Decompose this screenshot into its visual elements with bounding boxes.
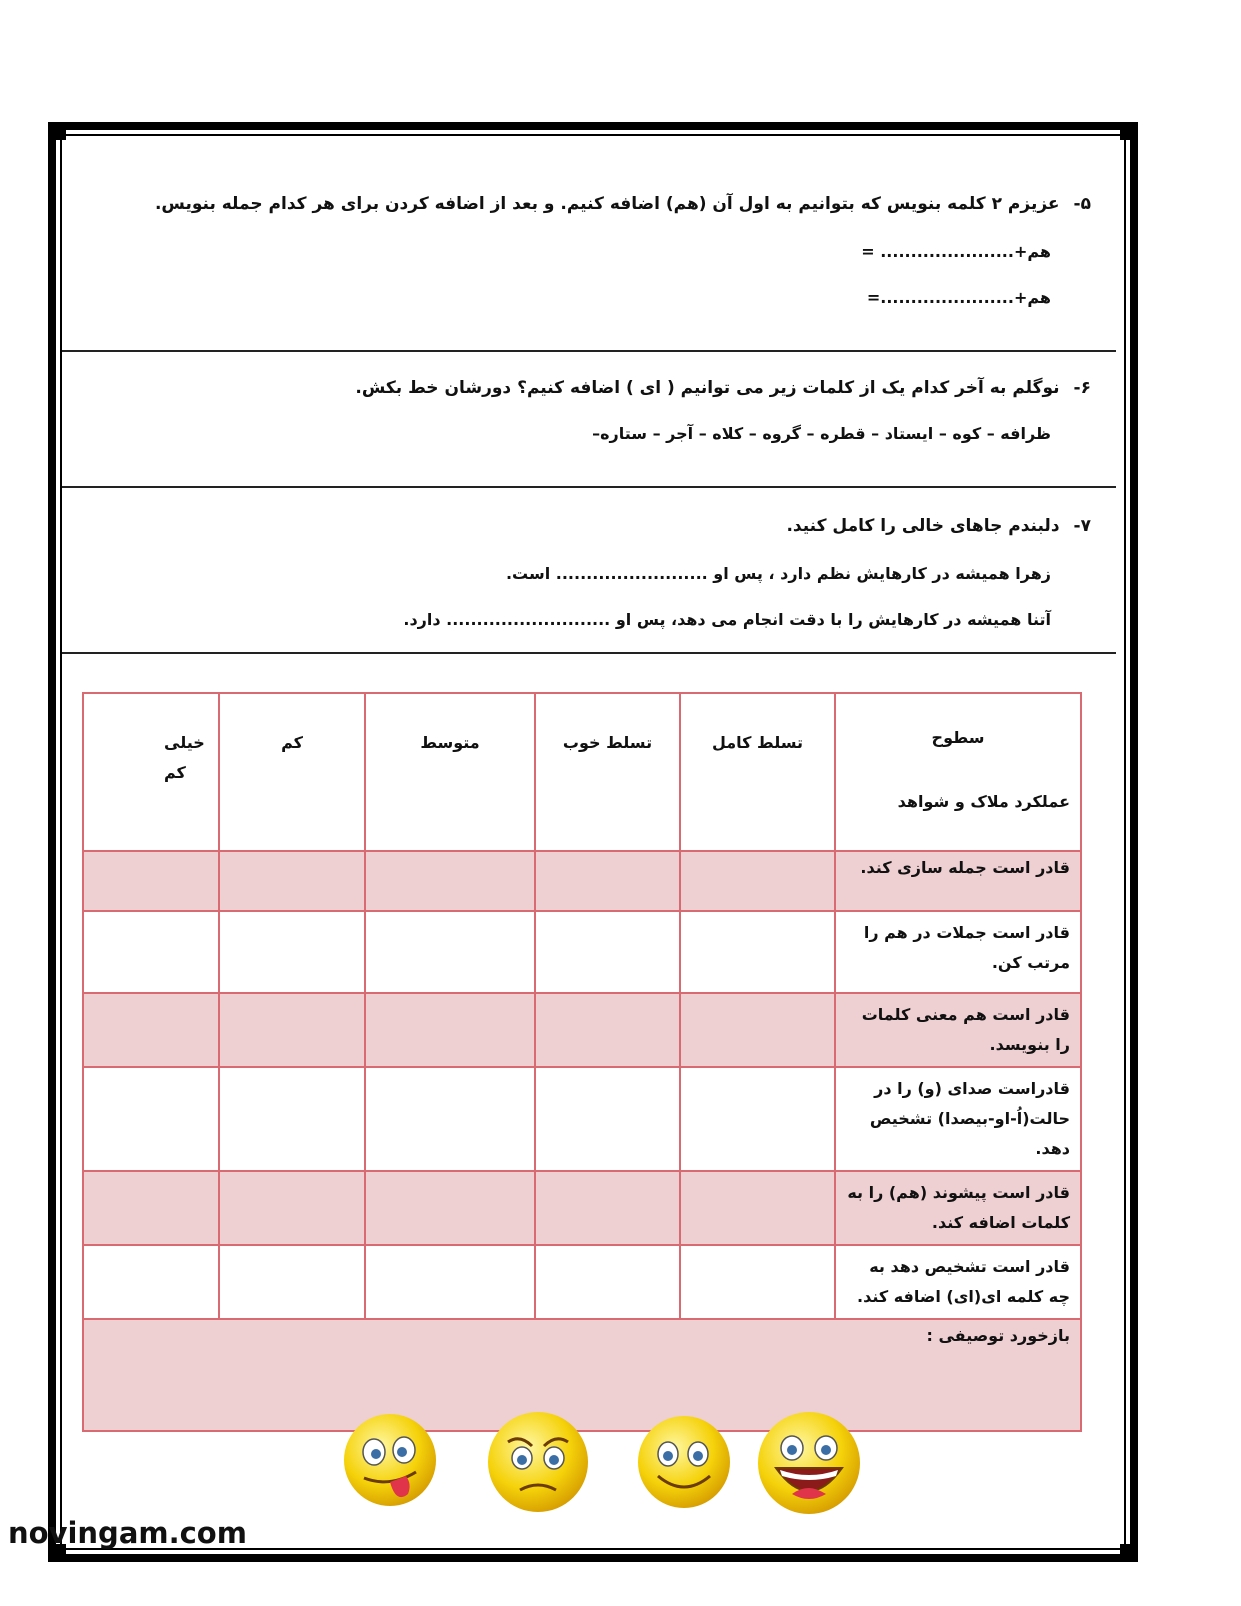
rating-cell[interactable] bbox=[219, 1245, 365, 1319]
answer-line[interactable]: هم+......................= bbox=[866, 288, 1051, 307]
feedback-row bbox=[83, 1319, 1081, 1431]
header-criteria-cell bbox=[835, 693, 1081, 851]
table-row bbox=[83, 1245, 1081, 1319]
rating-cell[interactable] bbox=[83, 1245, 219, 1319]
watermark: novingam.com bbox=[8, 1516, 247, 1550]
header-col: تسلط خوب bbox=[535, 693, 680, 851]
rating-cell[interactable] bbox=[83, 1171, 219, 1245]
rating-cell[interactable] bbox=[680, 1171, 835, 1245]
rating-cell[interactable] bbox=[365, 851, 535, 911]
rating-cell[interactable] bbox=[83, 851, 219, 911]
rating-cell[interactable] bbox=[219, 1067, 365, 1171]
corner-ornament bbox=[1120, 1544, 1138, 1562]
rating-cell[interactable] bbox=[83, 1067, 219, 1171]
criterion-cell: قادر است پیشوند (هم) را به کلمات اضافه کند. bbox=[835, 1171, 1081, 1245]
rating-cell[interactable] bbox=[535, 1067, 680, 1171]
criterion-cell: قادر است هم معنی کلمات را بنویسد. bbox=[835, 993, 1081, 1067]
rating-cell[interactable] bbox=[365, 993, 535, 1067]
levels-label: سطوح bbox=[931, 728, 985, 747]
answer-line[interactable]: هم+...................... = bbox=[861, 242, 1051, 261]
rating-cell[interactable] bbox=[365, 1171, 535, 1245]
rating-cell[interactable] bbox=[365, 1067, 535, 1171]
fill-in-sentence[interactable]: آتنا همیشه در کارهایش را با دقت انجام می دهد، پس او ........................... دارد. bbox=[403, 610, 1051, 629]
rating-cell[interactable] bbox=[83, 911, 219, 993]
fill-in-sentence[interactable]: زهرا همیشه در کارهایش نظم دارد ، پس او ......................... است. bbox=[505, 564, 1051, 583]
rating-cell[interactable] bbox=[680, 993, 835, 1067]
question-5 bbox=[155, 194, 1091, 214]
rating-cell[interactable] bbox=[365, 911, 535, 993]
question-text: دلبندم جاهای خالی را کامل کنید. bbox=[786, 516, 1060, 536]
rating-cell[interactable] bbox=[365, 1245, 535, 1319]
rating-cell[interactable] bbox=[219, 911, 365, 993]
criteria-label: عملکرد ملاک و شواهد bbox=[897, 792, 1070, 811]
header-col: متوسط bbox=[365, 693, 535, 851]
rating-cell[interactable] bbox=[535, 1171, 680, 1245]
question-7 bbox=[786, 516, 1091, 536]
table-row bbox=[83, 1067, 1081, 1171]
question-text: عزیزم ۲ کلمه بنویس که بتوانیم به اول آن (هم) اضافه کنیم. و بعد از اضافه کردن برای هر کدام جمله بنویس. bbox=[154, 194, 1060, 214]
divider bbox=[62, 350, 1116, 352]
corner-ornament bbox=[1120, 122, 1138, 140]
rating-cell[interactable] bbox=[680, 911, 835, 993]
question-number: ۷- bbox=[1073, 516, 1091, 536]
rating-cell[interactable] bbox=[680, 1067, 835, 1171]
table-row bbox=[83, 911, 1081, 993]
rating-cell[interactable] bbox=[219, 851, 365, 911]
question-number: ۵- bbox=[1073, 194, 1091, 214]
rating-cell[interactable] bbox=[219, 993, 365, 1067]
table-row bbox=[83, 993, 1081, 1067]
rating-cell[interactable] bbox=[535, 993, 680, 1067]
divider bbox=[62, 652, 1116, 654]
worried-face-icon bbox=[486, 1410, 590, 1514]
table-row bbox=[83, 851, 1081, 911]
question-6 bbox=[355, 378, 1091, 398]
criterion-cell: قادراست صدای (و) را در حالت(اُ-او-بیصدا) تشخیص دهد. bbox=[835, 1067, 1081, 1171]
header-col: خیلی کم bbox=[83, 693, 219, 851]
criterion-cell: قادر است جمله سازی کند. bbox=[835, 851, 1081, 911]
feedback-cell[interactable] bbox=[83, 1319, 1081, 1431]
header-col: کم bbox=[219, 693, 365, 851]
rating-cell[interactable] bbox=[535, 851, 680, 911]
table-row bbox=[83, 1171, 1081, 1245]
smiling-face-icon bbox=[636, 1412, 732, 1512]
laughing-face-icon bbox=[756, 1410, 862, 1516]
header-col: تسلط کامل bbox=[680, 693, 835, 851]
rating-cell[interactable] bbox=[535, 911, 680, 993]
rating-cell[interactable] bbox=[680, 1245, 835, 1319]
rating-cell[interactable] bbox=[83, 993, 219, 1067]
question-number: ۶- bbox=[1073, 378, 1091, 398]
question-text: نوگلم به آخر کدام یک از کلمات زیر می توانیم ( ای ) اضافه کنیم؟ دورشان خط بکش. bbox=[355, 378, 1060, 398]
table-header-row bbox=[83, 693, 1081, 851]
rating-cell[interactable] bbox=[219, 1171, 365, 1245]
tongue-out-face-icon bbox=[342, 1410, 438, 1510]
rating-cell[interactable] bbox=[535, 1245, 680, 1319]
word-list: ظرافه – کوه – ایستاد – قطره – گروه – کلاه – آجر – ستاره– bbox=[592, 424, 1051, 443]
criterion-cell: قادر است تشخیص دهد به چه کلمه ای(ای) اضافه کند. bbox=[835, 1245, 1081, 1319]
criterion-cell: قادر است جملات در هم را مرتب کن. bbox=[835, 911, 1081, 993]
rating-cell[interactable] bbox=[680, 851, 835, 911]
corner-ornament bbox=[48, 122, 66, 140]
assessment-rubric-table bbox=[82, 692, 1082, 1432]
divider bbox=[62, 486, 1116, 488]
feedback-label: بازخورد توصیفی : bbox=[926, 1326, 1070, 1345]
